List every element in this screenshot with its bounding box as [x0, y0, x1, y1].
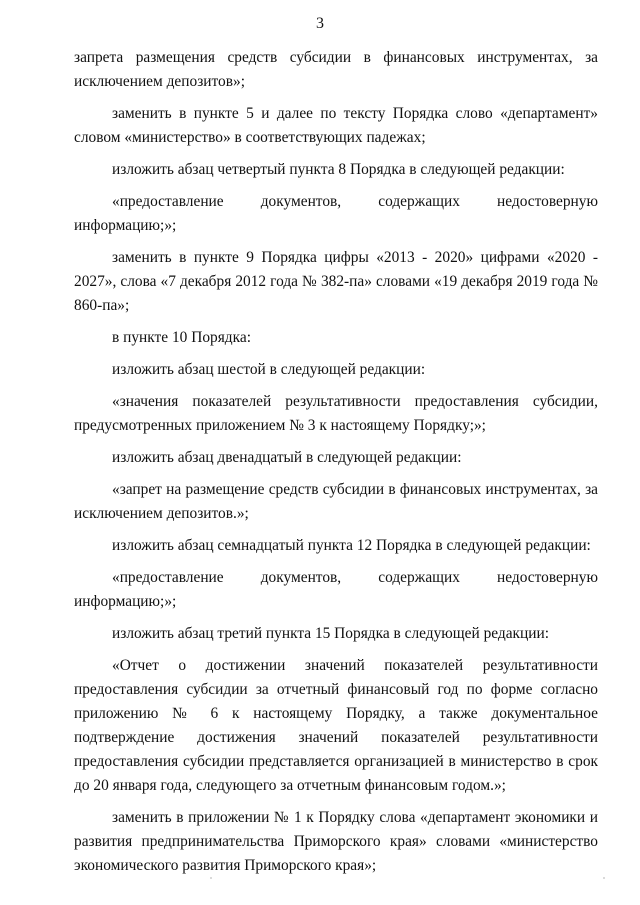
page-number: 3: [316, 15, 324, 32]
paragraph: «запрет на размещение средств субсидии в финансовых инструментах, за исключением депозитов.»;: [74, 481, 598, 522]
paragraph: изложить абзац семнадцатый пункта 12 Порядка в следующей редакции:: [112, 537, 591, 554]
paragraph: «Отчет о достижении значений показателей результативности предоставления субсидии за отчетный финансовый год по форме согласно приложению № 6 к настоящему Порядку, а также документальное подтверждение достижения значений показателей результативности предоставления субсидии представляется организацией в министерство в срок до 20 января года, следующего за отчетным финансовым годом.»;: [74, 657, 598, 794]
paragraph: «предоставление документов, содержащих недостоверную информацию;»;: [74, 569, 598, 610]
document-body: [74, 46, 598, 886]
scan-speck: [210, 877, 212, 879]
paragraph: изложить абзац шестой в следующей редакции:: [112, 361, 426, 378]
paragraph: заменить в пункте 9 Порядка цифры «2013 - 2020» цифрами «2020 - 2027», слова «7 декабря 2012 года № 382-па» словами «19 декабря 2019 года № 860-па»;: [74, 249, 598, 314]
paragraph: заменить в приложении № 1 к Порядку слова «департамент экономики и развития предпринимательства Приморского края» словами «министерство экономического развития Приморского края»;: [74, 809, 598, 874]
scan-speck: [603, 877, 605, 879]
paragraph: «значения показателей результативности предоставления субсидии, предусмотренных приложением № 3 к настоящему Порядку;»;: [74, 393, 598, 434]
paragraph: «предоставление документов, содержащих недостоверную информацию;»;: [74, 193, 598, 234]
paragraph: изложить абзац четвертый пункта 8 Порядка в следующей редакции:: [112, 161, 565, 178]
paragraph: запрета размещения средств субсидии в финансовых инструментах, за исключением депозитов»;: [74, 49, 598, 90]
paragraph: изложить абзац третий пункта 15 Порядка в следующей редакции:: [112, 625, 550, 642]
paragraph: в пункте 10 Порядка:: [112, 329, 251, 346]
paragraph: заменить в пункте 5 и далее по тексту Порядка слово «департамент» словом «министерство» в соответствующих падежах;: [74, 105, 598, 146]
paragraph: изложить абзац двенадцатый в следующей редакции:: [112, 449, 462, 466]
